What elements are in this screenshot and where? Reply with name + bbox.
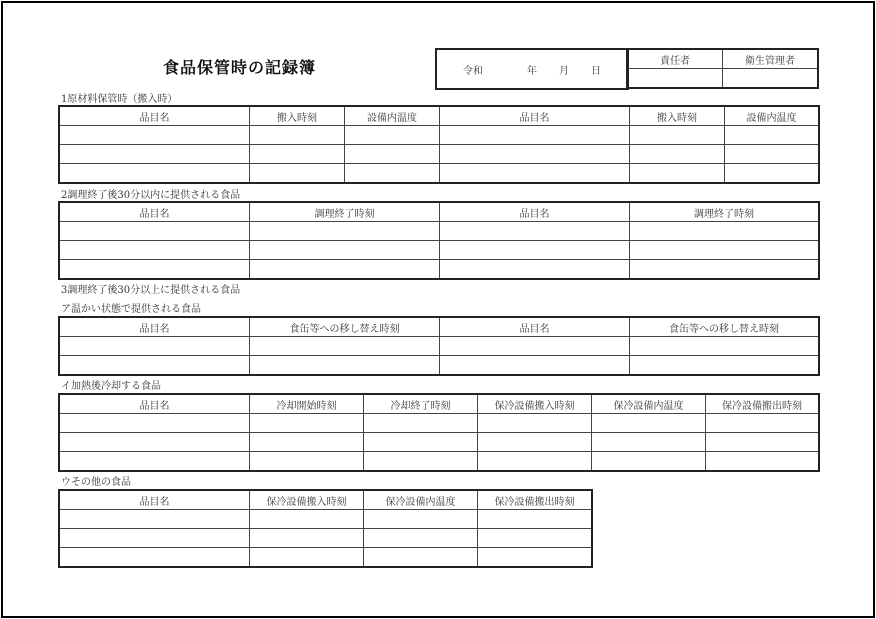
input-cell[interactable] [364,433,478,452]
date-month: 月 [559,65,569,77]
responsible-stamp-field[interactable] [628,69,723,88]
table-row [60,510,592,529]
input-cell[interactable] [60,126,250,145]
table-row [60,222,819,241]
input-cell[interactable] [60,222,250,241]
date-reiwa: 令和 [463,65,483,77]
date-box [436,49,628,89]
column-header: 保冷設備内温度 [592,395,706,414]
column-header: 保冷設備搬入時刻 [250,491,364,510]
section3u-label: ウその他の食品 [61,477,131,488]
table-row [60,164,819,183]
input-cell[interactable] [725,126,819,145]
table-row [60,260,819,279]
input-cell[interactable] [364,414,478,433]
input-cell[interactable] [60,414,250,433]
input-cell[interactable] [630,337,819,356]
column-header: 保冷設備搬出時刻 [478,491,592,510]
input-cell[interactable] [250,145,345,164]
column-header: 調理終了時刻 [250,203,440,222]
input-cell[interactable] [345,164,440,183]
section3i-table [59,394,819,471]
column-header: 搬入時刻 [250,107,345,126]
input-cell[interactable] [250,529,364,548]
date-day: 日 [591,65,601,77]
input-cell[interactable] [440,337,630,356]
input-cell[interactable] [440,222,630,241]
input-cell[interactable] [592,433,706,452]
input-cell[interactable] [250,548,364,567]
input-cell[interactable] [440,260,630,279]
column-header: 食缶等への移し替え時刻 [250,318,440,337]
input-cell[interactable] [725,164,819,183]
input-cell[interactable] [60,337,250,356]
page-title: 食品保管時の記録簿 [163,58,317,77]
input-cell[interactable] [440,164,630,183]
input-cell[interactable] [364,548,478,567]
input-cell[interactable] [345,126,440,145]
input-cell[interactable] [478,452,592,471]
input-cell[interactable] [250,126,345,145]
column-header: 品目名 [60,203,250,222]
input-cell[interactable] [60,164,250,183]
section2-table [59,202,819,279]
input-cell[interactable] [478,548,592,567]
input-cell[interactable] [250,222,440,241]
input-cell[interactable] [630,164,725,183]
input-cell[interactable] [60,145,250,164]
input-cell[interactable] [440,356,630,375]
input-cell[interactable] [250,510,364,529]
column-header: 品目名 [440,318,630,337]
column-header: 搬入時刻 [630,107,725,126]
table-header-row [60,318,819,337]
input-cell[interactable] [60,452,250,471]
input-cell[interactable] [592,452,706,471]
input-cell[interactable] [630,260,819,279]
column-header: 品目名 [60,107,250,126]
column-header: 品目名 [440,203,630,222]
column-header: 保冷設備搬入時刻 [478,395,592,414]
column-header: 品目名 [60,491,250,510]
date-year: 年 [527,65,537,77]
table-row [60,241,819,260]
input-cell[interactable] [364,510,478,529]
input-cell[interactable] [60,241,250,260]
table-row [60,548,592,567]
input-cell[interactable] [630,126,725,145]
input-cell[interactable] [60,548,250,567]
input-cell[interactable] [250,452,364,471]
input-cell[interactable] [250,337,440,356]
column-header: 品目名 [60,395,250,414]
input-cell[interactable] [592,414,706,433]
signature-box [627,49,818,88]
column-header: 設備内温度 [725,107,819,126]
table-header-row [60,203,819,222]
table-header-row [60,491,592,510]
table-header-row [60,395,819,414]
input-cell[interactable] [478,433,592,452]
table-row [60,452,819,471]
section3a-table [59,317,819,375]
input-cell[interactable] [250,260,440,279]
section3u-table [59,490,592,567]
table-row [60,337,819,356]
input-cell[interactable] [706,433,819,452]
input-cell[interactable] [60,260,250,279]
table-row [60,433,819,452]
section3a-label: ア温かい状態で提供される食品 [61,304,201,315]
input-cell[interactable] [630,356,819,375]
table-row [60,529,592,548]
section3-label: 3調理終了後30分以上に提供される食品 [61,285,241,296]
input-cell[interactable] [630,241,819,260]
responsible-header: 責任者 [628,50,723,69]
table-row [60,356,819,375]
input-cell[interactable] [630,222,819,241]
column-header: 食缶等への移し替え時刻 [630,318,819,337]
column-header: 冷却終了時刻 [364,395,478,414]
record-sheet [1,1,875,618]
section2-label: 2調理終了後30分以内に提供される食品 [61,190,241,201]
column-header: 品目名 [440,107,630,126]
input-cell[interactable] [630,145,725,164]
date-field[interactable] [437,50,628,89]
input-cell[interactable] [440,145,630,164]
column-header: 設備内温度 [345,107,440,126]
input-cell[interactable] [478,510,592,529]
column-header: 保冷設備内温度 [364,491,478,510]
column-header: 調理終了時刻 [630,203,819,222]
column-header: 冷却開始時刻 [250,395,364,414]
input-cell[interactable] [250,164,345,183]
table-row [60,414,819,433]
input-cell[interactable] [706,414,819,433]
table-header-row [60,107,819,126]
input-cell[interactable] [60,356,250,375]
input-cell[interactable] [345,145,440,164]
input-cell[interactable] [364,452,478,471]
input-cell[interactable] [250,356,440,375]
input-cell[interactable] [706,452,819,471]
input-cell[interactable] [250,414,364,433]
table-row [60,145,819,164]
input-cell[interactable] [250,433,364,452]
column-header: 品目名 [60,318,250,337]
section3i-label: イ加熱後冷却する食品 [61,381,161,392]
input-cell[interactable] [60,510,250,529]
section1-label: 1原材料保管時（搬入時） [61,94,178,105]
input-cell[interactable] [440,241,630,260]
input-cell[interactable] [60,433,250,452]
input-cell[interactable] [364,529,478,548]
table-row [60,126,819,145]
hygiene-manager-header: 衛生管理者 [723,50,818,69]
hygiene-manager-stamp-field[interactable] [723,69,818,88]
input-cell[interactable] [440,126,630,145]
section1-table [59,106,819,183]
input-cell[interactable] [60,529,250,548]
input-cell[interactable] [478,529,592,548]
input-cell[interactable] [725,145,819,164]
input-cell[interactable] [250,241,440,260]
column-header: 保冷設備搬出時刻 [706,395,819,414]
input-cell[interactable] [478,414,592,433]
